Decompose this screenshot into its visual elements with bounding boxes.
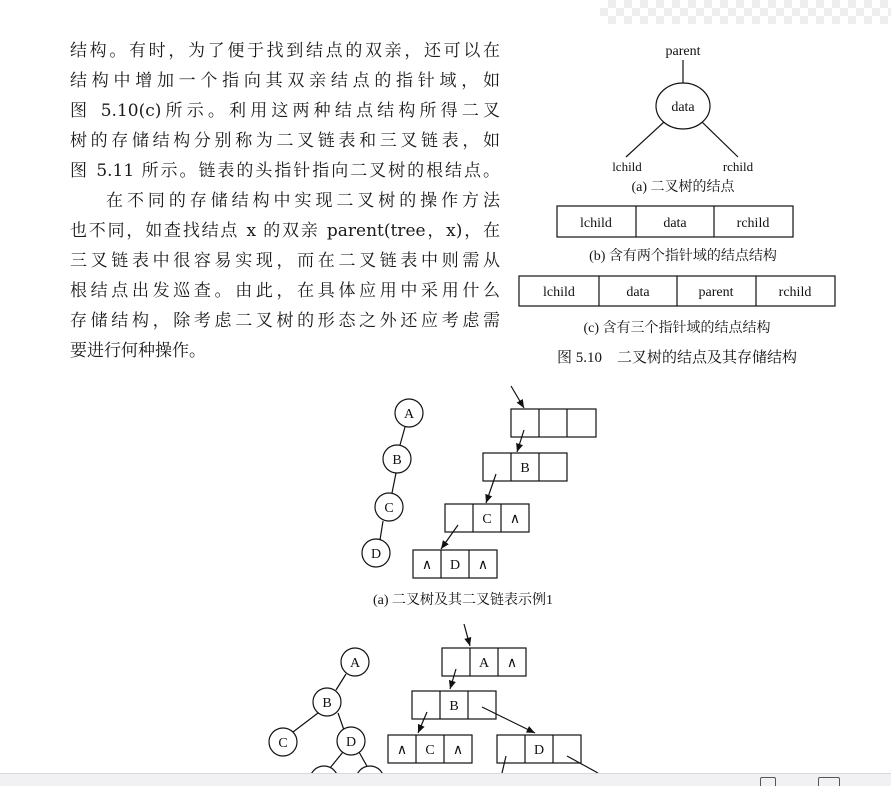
cell-parent: parent	[698, 285, 734, 300]
text-line: 结构。有时，为了便于找到结点的双亲，还可以在	[70, 41, 500, 61]
text-line: 三叉链表中很容易实现，而在二叉链表中则需从	[70, 251, 500, 271]
tree-label-c: C	[278, 736, 288, 751]
tree-label-d: D	[370, 547, 382, 562]
example2-tree	[269, 648, 384, 786]
figure-title: 图 5.10 二叉树的结点及其存储结构	[556, 350, 798, 366]
caption-c: (c) 含有三个指针域的结点结构	[583, 321, 771, 336]
example2-linked-list	[388, 624, 598, 773]
viewer-toolbar	[0, 773, 891, 786]
text-line: 图 5.11 所示。链表的头指针指向二叉树的根结点。	[70, 161, 500, 181]
cell-lchild: lchild	[580, 216, 612, 231]
tree-label-d: D	[345, 735, 357, 750]
list-cell: C	[425, 743, 435, 758]
list-cell: ∧	[509, 512, 521, 527]
tree-label-c: C	[384, 501, 394, 516]
rchild-label: rchild	[722, 159, 754, 174]
cell-rchild: rchild	[778, 285, 812, 300]
list-cell: D	[533, 743, 545, 758]
tree-label-b: B	[322, 696, 332, 711]
text-line: 要进行何种操作。	[70, 341, 206, 361]
list-cell: A	[478, 656, 490, 671]
list-cell: ∧	[477, 558, 489, 573]
figure-5-10-node	[612, 44, 753, 195]
three-pointer-node-structure	[519, 276, 835, 366]
list-cell: B	[520, 461, 530, 476]
example1-linked-list	[413, 386, 596, 578]
lchild-label: lchild	[612, 159, 642, 174]
tree-label-b: B	[392, 453, 402, 468]
text-line: 图 5.10(c)所示。利用这两种结点结构所得二叉	[70, 101, 500, 121]
tree-label-a: A	[403, 407, 415, 422]
text-line: 也不同，如查找结点 x 的双亲 parent(tree，x)，在	[70, 221, 500, 241]
list-cell: C	[482, 512, 492, 527]
text-line: 结构中增加一个指向其双亲结点的指针域，如	[70, 71, 500, 91]
tree-label-a: A	[349, 656, 361, 671]
cell-data: data	[626, 285, 650, 300]
two-pointer-node-structure	[557, 206, 793, 264]
caption-a: (a) 二叉树的结点	[631, 180, 735, 195]
caption-example1: (a) 二叉树及其二叉链表示例1	[372, 593, 554, 608]
list-cell: B	[449, 699, 459, 714]
list-cell: ∧	[452, 743, 464, 758]
parent-label: parent	[665, 44, 701, 59]
text-line: 存储结构，除考虑二叉树的形态之外还应考虑需	[70, 311, 500, 331]
text-line: 根结点出发巡查。由此，在具体应用中采用什么	[70, 281, 500, 301]
two-page-view-icon[interactable]	[818, 777, 840, 786]
cell-rchild: rchild	[736, 216, 770, 231]
data-label: data	[671, 100, 695, 115]
list-cell: ∧	[506, 656, 518, 671]
list-cell: ∧	[396, 743, 408, 758]
list-cell: ∧	[421, 558, 433, 573]
caption-b: (b) 含有两个指针域的结点结构	[589, 249, 777, 264]
list-cell: D	[449, 558, 461, 573]
text-line: 树的存储结构分别称为二叉链表和三叉链表，如	[70, 131, 500, 151]
page-view-icon[interactable]	[760, 777, 776, 786]
cell-data: data	[663, 216, 687, 231]
text-line: 在不同的存储结构中实现二叉树的操作方法	[106, 191, 500, 211]
example1-tree	[362, 399, 423, 567]
cell-lchild: lchild	[543, 285, 575, 300]
